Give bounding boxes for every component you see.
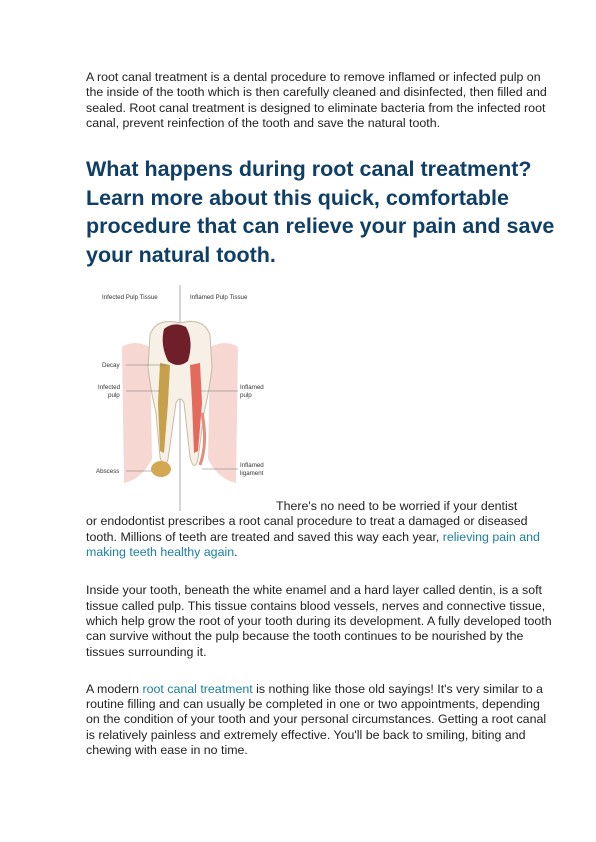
- paragraph-pulp: Inside your tooth, beneath the white enamel and a hard layer called dentin, is a soft tissue called pulp. This tissue contains blood vessels, nerves and connective tissue, which help grow the root of your tooth during its development. A fully developed tooth can survive without the pulp because the tooth continues to be nourished by the tissues surrounding it.: [86, 583, 552, 659]
- paragraph-end: .: [234, 545, 238, 560]
- paragraph-no-worry: [86, 499, 556, 560]
- gum-left: [122, 343, 152, 483]
- label-inflamed-pulp-tissue: Inflamed Pulp Tissue: [190, 294, 248, 302]
- label-inflamed-ligament-1: Inflamed: [240, 462, 264, 470]
- tooth-diagram: [94, 283, 274, 511]
- section-heading: What happens during root canal treatment? Learn more about this quick, comfortable procedure that can relieve your pain and save your natural tooth.: [86, 157, 555, 267]
- paragraph-modern-treatment: [86, 682, 556, 758]
- paragraph-after-link: is nothing like those old sayings! It's very similar to a routine filling and can usually be completed in one or two appointments, depending on the condition of your tooth and your personal circumstances. Getting a root canal is relatively painless and extremely effective. You'll be back to smiling, biting and chewing with ease in no time.: [86, 681, 547, 758]
- abscess: [151, 461, 171, 477]
- paragraph-rest: or endodontist prescribes a root canal procedure to treat a damaged or diseased tooth. Millions of teeth are treated and saved this way each year,: [86, 514, 528, 544]
- paragraph-first-line: There's no need to be worried if your dentist: [276, 499, 518, 514]
- figure-row: [86, 283, 556, 511]
- label-inflamed-pulp-2: pulp: [240, 392, 252, 400]
- root-canal-treatment-link[interactable]: root canal treatment: [142, 681, 253, 696]
- intro-paragraph: A root canal treatment is a dental procedure to remove inflamed or infected pulp on the inside of the tooth which is then carefully cleaned and disinfected, then filled and sealed. Root canal treatment is designed to eliminate bacteria from the infected root canal, prevent reinfection of the tooth and save the natural tooth.: [86, 70, 547, 130]
- label-infected-pulp-1: Infected: [98, 384, 121, 392]
- paragraph-before-link: A modern: [86, 681, 143, 696]
- label-abscess: Abscess: [96, 468, 120, 476]
- label-infected-pulp-2: pulp: [108, 392, 120, 400]
- article: [86, 70, 556, 758]
- label-inflamed-ligament-2: ligament: [240, 470, 264, 478]
- relieving-pain-link[interactable]: relieving pain and making teeth healthy again: [86, 529, 540, 560]
- gum-right: [208, 343, 238, 483]
- label-decay: Decay: [102, 362, 120, 370]
- label-infected-pulp-tissue: Infected Pulp Tissue: [102, 294, 158, 302]
- label-inflamed-pulp-1: Inflamed: [240, 384, 264, 392]
